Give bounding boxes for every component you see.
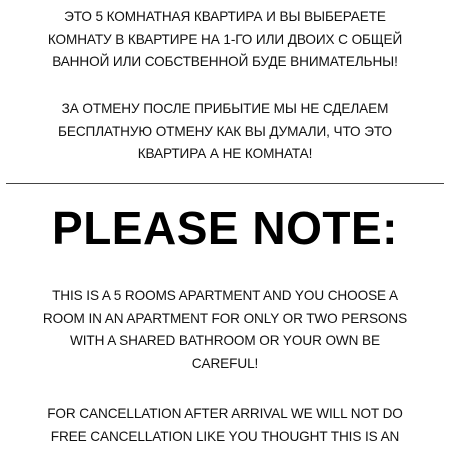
- text-line: ROOM IN AN APARTMENT FOR ONLY OR TWO PERSONS: [42, 310, 408, 326]
- text-line: CAREFUL!: [191, 355, 259, 371]
- text-line: FOR CANCELLATION AFTER ARRIVAL WE WILL NOT DO: [47, 406, 403, 421]
- text-line: БЕСПЛАТНУЮ ОТМЕНУ КАК ВЫ ДУМАЛИ, ЧТО ЭТО: [58, 123, 392, 139]
- text-line: ЭТО 5 КОМНАТНАЯ КВАРТИРА И ВЫ ВЫБЕРАЕТЕ: [64, 9, 386, 24]
- russian-paragraph-room-choice: [0, 6, 450, 74]
- text-line: FREE CANCELLATION LIKE YOU THOUGHT THIS IS AN: [50, 428, 400, 444]
- section-divider: [6, 183, 444, 184]
- text-line: WITH A SHARED BATHROOM OR YOUR OWN BE: [70, 333, 380, 348]
- russian-paragraph-cancellation: [0, 98, 450, 166]
- english-paragraph-cancellation: [0, 403, 450, 448]
- text-line: ВАННОЙ ИЛИ СОБСТВЕННОЙ БУДЕ ВНИМАТЕЛЬНЫ!: [52, 54, 398, 69]
- english-paragraph-room-choice: [0, 285, 450, 375]
- please-note-heading: PLEASE NOTE:: [52, 202, 398, 254]
- text-line: ЗА ОТМЕНУ ПОСЛЕ ПРИБЫТИЕ МЫ НЕ СДЕЛАЕМ: [61, 101, 389, 116]
- text-line: КОМНАТУ В КВАРТИРЕ НА 1-ГО ИЛИ ДВОИХ С ОБЩЕЙ: [47, 31, 403, 47]
- text-line: КВАРТИРА А НЕ КОМНАТА!: [137, 146, 313, 161]
- text-line: THIS IS A 5 ROOMS APARTMENT AND YOU CHOOSE A: [52, 288, 398, 303]
